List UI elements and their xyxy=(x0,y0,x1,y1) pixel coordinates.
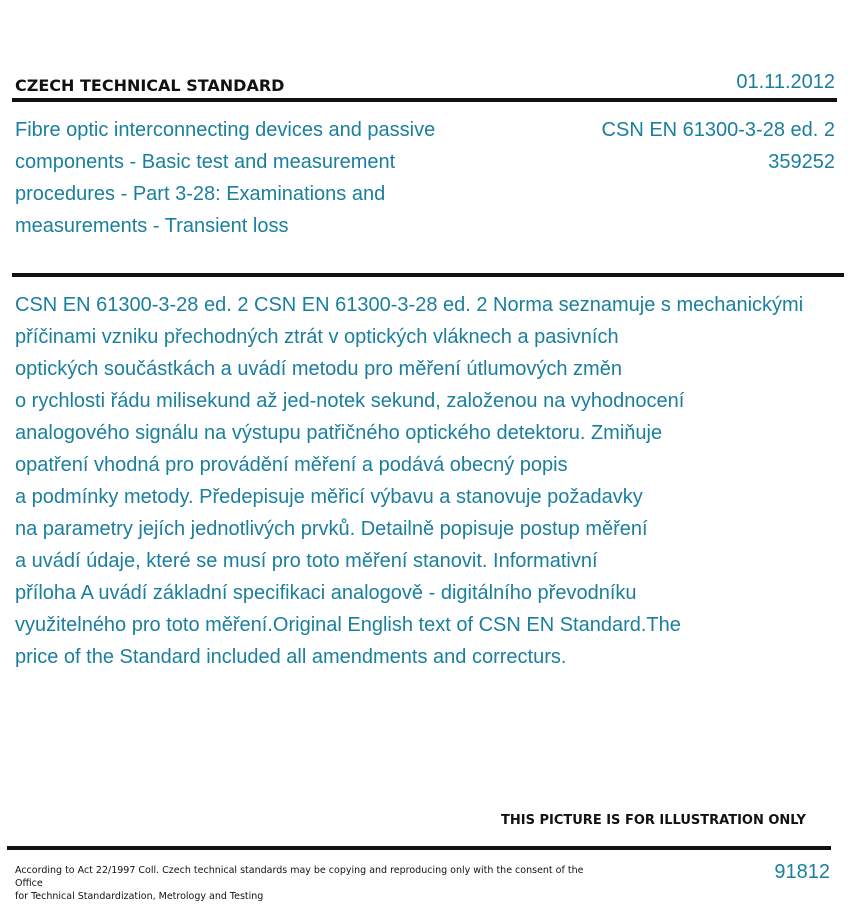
description-line: příloha A uvádí základní specifikaci analogově - digitálního převodníku xyxy=(15,582,637,604)
description-line: a uvádí údaje, které se musí pro toto měření stanovit. Informativní xyxy=(15,550,598,572)
standard-code: CSN EN 61300-3-28 ed. 2 xyxy=(601,119,835,141)
standard-description xyxy=(15,289,865,673)
title-divider xyxy=(12,273,844,277)
standard-title-line: procedures - Part 3-28: Examinations and xyxy=(15,183,386,205)
illustration-note: THIS PICTURE IS FOR ILLUSTRATION ONLY xyxy=(501,813,806,828)
standard-title-line: measurements - Transient loss xyxy=(15,215,289,237)
document-type-label: CZECH TECHNICAL STANDARD xyxy=(15,76,285,95)
header-divider xyxy=(12,98,837,102)
footer-code: 91812 xyxy=(774,861,830,883)
legal-note-line: According to Act 22/1997 Coll. Czech technical standards may be copying and reproducing only with the consent of the Office xyxy=(15,865,584,889)
standard-title-line: Fibre optic interconnecting devices and passive xyxy=(15,119,436,141)
description-line: o rychlosti řádu milisekund až jed-notek sekund, založenou na vyhodnocení xyxy=(15,390,685,412)
description-line: na parametry jejích jednotlivých prvků. Detailně popisuje postup měření xyxy=(15,518,648,540)
standard-class-number: 359252 xyxy=(768,151,835,173)
description-line: price of the Standard included all amendments and correcturs. xyxy=(15,646,567,668)
description-line: CSN EN 61300-3-28 ed. 2 CSN EN 61300-3-28 ed. 2 Norma seznamuje s mechanickými xyxy=(15,294,804,316)
description-line: příčinami vzniku přechodných ztrát v optických vláknech a pasivních xyxy=(15,326,619,348)
legal-note-line: for Technical Standardization, Metrology and Testing xyxy=(15,891,264,902)
standard-title-line: components - Basic test and measurement xyxy=(15,151,396,173)
description-line: využitelného pro toto měření.Original English text of CSN EN Standard.The xyxy=(15,614,681,636)
footer-divider xyxy=(7,846,831,850)
standard-code-block xyxy=(602,114,835,178)
description-line: a podmínky metody. Předepisuje měřicí výbavu a stanovuje požadavky xyxy=(15,486,643,508)
publication-date: 01.11.2012 xyxy=(736,71,835,93)
description-line: opatření vhodná pro provádění měření a podává obecný popis xyxy=(15,454,568,476)
legal-note xyxy=(15,864,585,903)
description-line: analogového signálu na výstupu patřičného optického detektoru. Zmiňuje xyxy=(15,422,663,444)
description-line: optických součástkách a uvádí metodu pro měření útlumových změn xyxy=(15,358,622,380)
standard-title xyxy=(15,114,515,242)
